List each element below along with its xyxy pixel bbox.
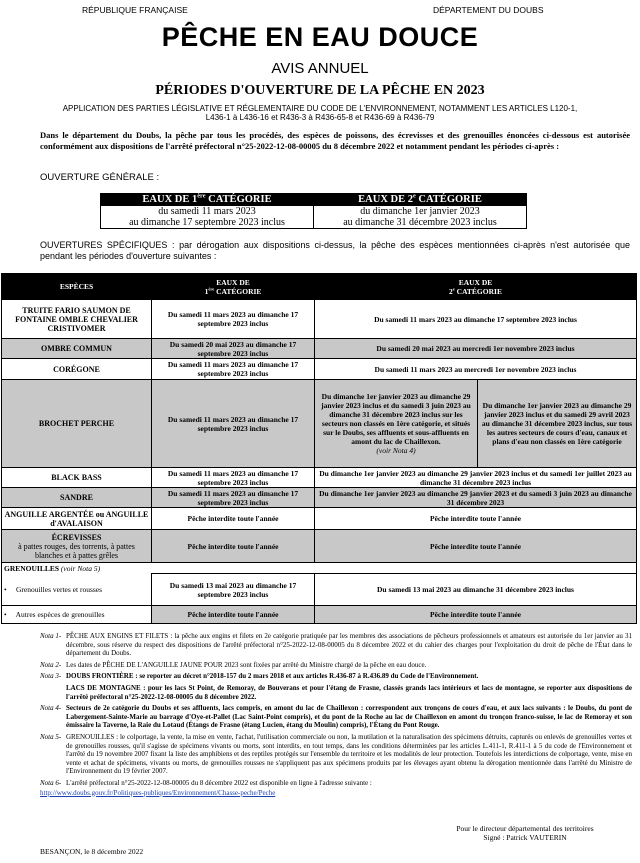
species-header: ESPÈCES [2, 274, 152, 300]
note-item: Nota 5- GRENOUILLES : le colportage, la vente, la mise en vente, l'achat, l'utilisation commerciale ou non, la mutilation et la naturalisation des spécimens détruits, capturés ou enlevés de grenouilles vertes et de grenouilles rousses, qu'il s'agisse de spécimens vivants ou morts, sont interdits, en tout temps, dans les conditions déterminées par les articles L.411-1, R.411-1 à 5 du code de l'Environnement et l'arrêté du 19 novembre 2007 fixant la liste des amphibiens et des reptiles protégés sur l'ensemble du territoire et les modalités de leur protection. Toutefois les interdictions de colportage, vente, mise en vente et achat de spécimens, vivants ou morts, de grenouilles rousses ne s'appliquent pas aux spécimens produits par les élevages ayant obtenu la dérogation mentionnée dans l'arrêté du Ministre de l'Environnement du 19 février 2007. [40, 732, 632, 776]
period-cell: Du dimanche 1er janvier 2023 au dimanche 29 janvier 2023 inclus et du samedi 3 juin 2023 au dimanche 31 décembre 2023 inclus sur les secteurs non classés en 1ère catégorie, et situés sur le Doubs, ses affluents et sous-affluents en amont du lac de Chaillexon. (voir Nota 4) [315, 380, 478, 468]
arrete-link[interactable]: http://www.doubs.gouv.fr/Politiques-publiques/Environnement/Chasse-peche/Peche [40, 788, 276, 797]
period-cell: Du samedi 20 mai 2023 au mercredi 1er novembre 2023 inclus [315, 339, 637, 359]
period-cell: Pêche interdite toute l'année [315, 606, 637, 624]
species-table [1, 273, 637, 624]
section-heading: PÉRIODES D'OUVERTURE DE LA PÊCHE EN 2023 [155, 83, 485, 98]
note-item: Nota 6- L'arrêté préfectoral n°25-2022-12-08-00005 du 8 décembre 2022 est disponible en ligne à l'adresse suivante : [40, 778, 372, 787]
notes-section [40, 632, 632, 797]
period-cell: Du samedi 20 mai 2023 au dimanche 17 septembre 2023 inclus [152, 339, 315, 359]
species-cell: BROCHET PERCHE [2, 380, 152, 468]
header-republique: RÉPUBLIQUE FRANÇAISE [82, 5, 188, 15]
signature-line2: Signé : Patrick VAUTERIN [483, 833, 567, 842]
period-cell: Pêche interdite toute l'année [315, 530, 637, 563]
period-cell: Du dimanche 1er janvier 2023 au dimanche 29 janvier 2023 inclus et du samedi 29 avril 2023 au dimanche 31 décembre 2023 inclus, sur tous les autres secteurs de cours d'eau, canaux et plans d'eau non classés en 1ère catégorie [478, 380, 637, 468]
page-subtitle: AVIS ANNUEL [271, 60, 369, 77]
period-cell: Du dimanche 1er janvier 2023 au dimanche 29 janvier 2023 inclus et du samedi 1er juillet 2023 au dimanche 31 décembre 2023 inclus [315, 468, 637, 488]
cat1-period: du samedi 11 mars 2023 au dimanche 17 septembre 2023 inclus [101, 206, 314, 229]
table-row [2, 530, 637, 563]
period-cell: Du dimanche 1er janvier 2023 au dimanche 29 janvier 2023 et du samedi 3 juin 2023 au dimanche 31 décembre 2023 [315, 488, 637, 508]
note-item: Nota 4- Secteurs de 2e catégorie du Doubs et ses affluents, lacs compris, en amont du lac de Chaillexon : correspondent aux tronçons de cours d'eau, et aux lacs suivants : le Doubs, du pont de Labergement-Sainte-Marie au barrage d'Oye-et-Pallet (Lac Saint-Point compris), et du pont de la Roche au lac de Chaillexon en amont du tronçon franco-suisse, le lac de Remoray et son émissaire la Taverne, la Raie du Lotaud (Étangs de Frasne (étang Lucien, étang du Moulin) compris), l'Étang du Pont Rouge. [40, 704, 632, 730]
table-row [2, 574, 637, 606]
table-row [2, 508, 637, 530]
application-text: APPLICATION DES PARTIES LÉGISLATIVE ET RÉGLEMENTAIRE DU CODE DE L'ENVIRONNEMENT, NOTAMMENT LES ARTICLES L120-1, L436-1 à L436-16 et R436-3 à R436-65-8 et R436-69 à R436-79 [62, 104, 578, 122]
table-row [2, 380, 637, 468]
period-cell: Du samedi 11 mars 2023 au dimanche 17 septembre 2023 inclus [152, 380, 315, 468]
period-cell: Du samedi 13 mai 2023 au dimanche 17 septembre 2023 inclus [152, 574, 315, 606]
page-title: PÊCHE EN EAU DOUCE [161, 22, 479, 52]
species-cell: • Grenouilles vertes et rousses [2, 574, 152, 606]
table-row [2, 488, 637, 508]
specific-openings-intro: OUVERTURES SPÉCIFIQUES : par dérogation aux dispositions ci-dessus, la pêche des espèces mentionnées ci-après n'est autorisée que pendant les périodes d'ouverture suivantes : [40, 240, 630, 261]
cat2-period: du dimanche 1er janvier 2023 au dimanche 31 décembre 2023 inclus [314, 206, 527, 229]
cat1-col-header: EAUX DE 1ère CATÉGORIE [152, 274, 315, 300]
cat2-col-header: EAUX DE 2e CATÉGORIE [315, 274, 637, 300]
species-cell: OMBRE COMMUN [2, 339, 152, 359]
note-item: Nota 2- Les dates de PÊCHE DE L'ANGUILLE JAUNE POUR 2023 sont fixées par arrêté du Ministre chargé de la pêche en eau douce. [40, 660, 427, 669]
table-row [2, 563, 637, 574]
period-cell: Du samedi 13 mai 2023 au dimanche 31 décembre 2023 inclus [315, 574, 637, 606]
period-cell: Pêche interdite toute l'année [152, 606, 315, 624]
period-cell: Du samedi 11 mars 2023 au dimanche 17 septembre 2023 inclus [315, 300, 637, 339]
period-cell: Du samedi 11 mars 2023 au dimanche 17 septembre 2023 inclus [152, 359, 315, 380]
general-opening-label: OUVERTURE GÉNÉRALE : [40, 172, 160, 183]
header-departement: DÉPARTEMENT DU DOUBS [433, 5, 544, 15]
period-cell: Du samedi 11 mars 2023 au dimanche 17 septembre 2023 inclus [152, 300, 315, 339]
note-item: LACS DE MONTAGNE : pour les lacs St Point, de Remoray, de Bouverans et pour l'étang de Frasne, classés grands lacs intérieurs et lacs de montagne, se reporter aux dispositions de l'arrêté préfectoral n°25-2022-12-08-00005 du 8 décembre 2022. [66, 683, 632, 701]
species-cell: ANGUILLE ARGENTÉE ou ANGUILLE d'AVALAISON [2, 508, 152, 530]
cat1-header: EAUX DE 1ère CATÉGORIE [101, 194, 314, 206]
species-cell: TRUITE FARIO SAUMON DE FONTAINE OMBLE CHEVALIER CRISTIVOMER [2, 300, 152, 339]
period-cell: Pêche interdite toute l'année [152, 508, 315, 530]
signature-line1: Pour le directeur départemental des territoires [456, 824, 594, 833]
note-item: Nota 1- PÊCHE AUX ENGINS ET FILETS : la pêche aux engins et filets en 2e catégorie pratiquée par les membres des associations de pêcheurs professionnels et amateurs est autorisée du 1er janvier au 31 décembre, sous réserve du respect des dispositions de l'arrêté préfectoral n°25-2022-12-08-00005 du 8 décembre 2022 et du cahier des charges pour l'exploitation du droit de pêche de l'État dans le département du Doubs. [40, 632, 632, 658]
signature-block [440, 824, 610, 842]
table-row [2, 468, 637, 488]
period-cell: Pêche interdite toute l'année [315, 508, 637, 530]
species-cell: ÉCREVISSES à pattes rouges, des torrents, à pattes blanches et à pattes grêles [2, 530, 152, 563]
table-row [2, 339, 637, 359]
species-cell: GRENOUILLES (voir Nota 5) [2, 563, 637, 574]
cat2-header: EAUX DE 2e CATÉGORIE [314, 194, 527, 206]
note-item: Nota 3- DOUBS FRONTIÈRE : se reporter au décret n°2018-157 du 2 mars 2018 et aux articles R.436-87 à R.436.89 du Code de l'Environnement. [40, 672, 479, 681]
table-row [2, 359, 637, 380]
table-row [2, 300, 637, 339]
species-cell: SANDRE [2, 488, 152, 508]
period-cell: Du samedi 11 mars 2023 au mercredi 1er novembre 2023 inclus [315, 359, 637, 380]
intro-paragraph: Dans le département du Doubs, la pêche par tous les procédés, des espèces de poissons, des écrevisses et des grenouilles énoncées ci-dessous est autorisée conformément aux dispositions de l'arrêté préfectoral n°25-2022-12-08-00005 du 8 décembre 2022 et notamment pendant les périodes ci-après : [40, 130, 630, 151]
species-cell: CORÉGONE [2, 359, 152, 380]
period-cell: Pêche interdite toute l'année [152, 530, 315, 563]
species-cell: • Autres espèces de grenouilles [2, 606, 152, 624]
table-row [2, 606, 637, 624]
species-cell: BLACK BASS [2, 468, 152, 488]
period-cell: Du samedi 11 mars 2023 au dimanche 17 septembre 2023 inclus [152, 488, 315, 508]
document-date: BESANÇON, le 8 décembre 2022 [40, 847, 144, 856]
period-cell: Du samedi 11 mars 2023 au dimanche 17 septembre 2023 inclus [152, 468, 315, 488]
general-opening-table [100, 193, 527, 229]
